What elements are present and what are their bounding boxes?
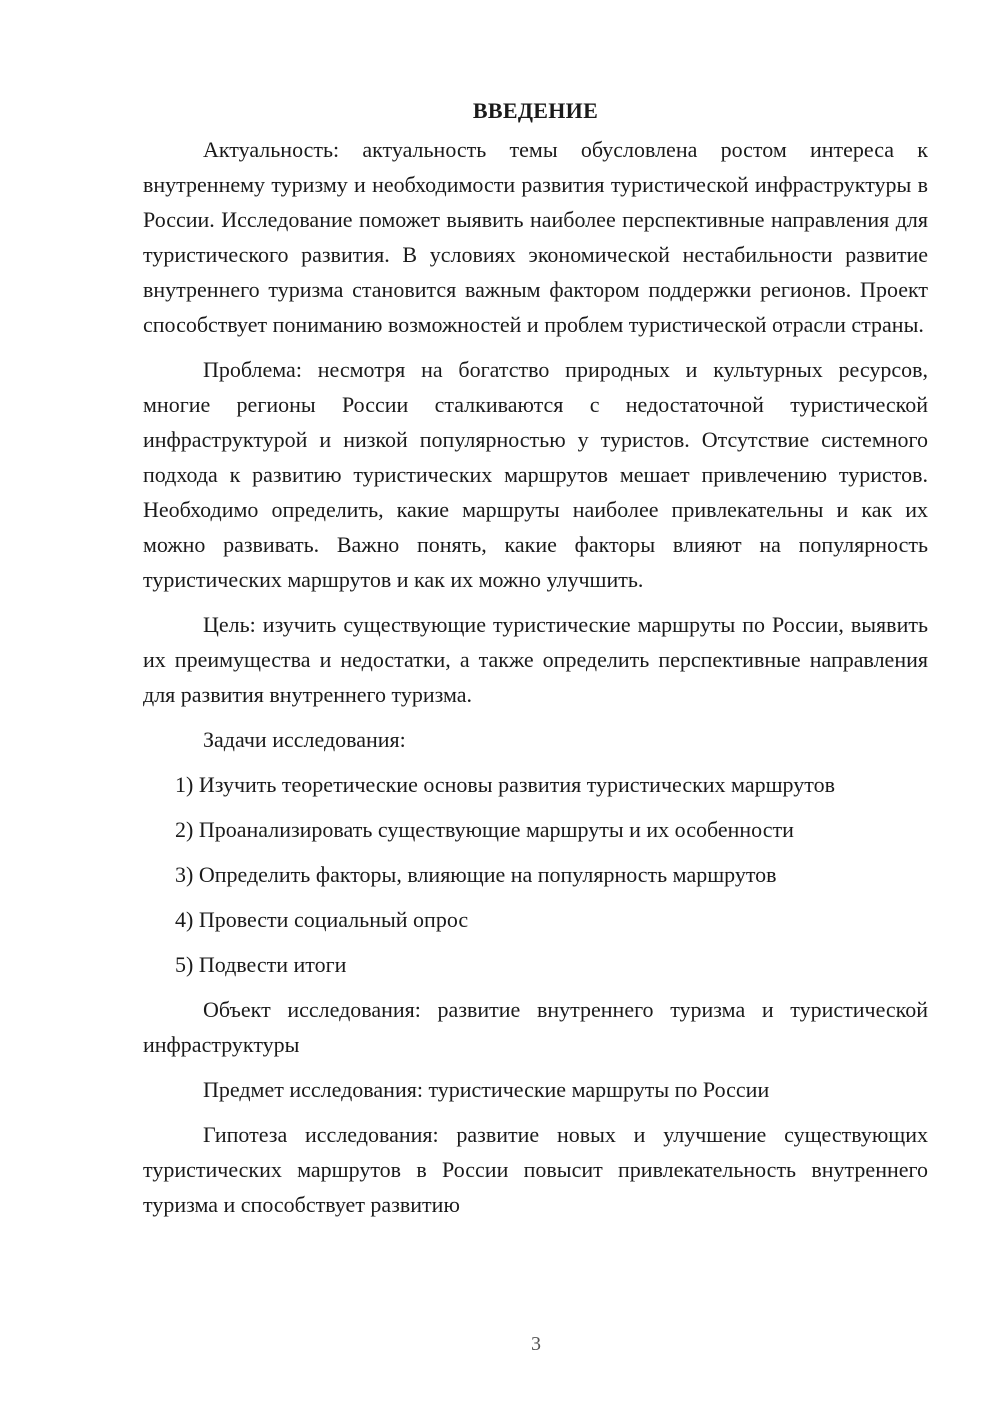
subject-paragraph: Предмет исследования: туристические маршруты по России <box>203 1077 770 1102</box>
task-item: 3) Определить факторы, влияющие на популярность маршрутов <box>175 862 777 887</box>
relevance-paragraph: Актуальность: актуальность темы обусловлена ростом интереса к внутреннему туризму и необходимости развития туристической инфраструктуры в России. Исследование поможет выявить наиболее перспективные направления для туристического развития. В условиях экономической нестабильности развитие внутреннего туризма становится важным фактором поддержки регионов. Проект способствует пониманию возможностей и проблем туристической отрасли страны. <box>143 137 928 337</box>
tasks-list <box>143 767 928 982</box>
task-item: 4) Провести социальный опрос <box>175 907 469 932</box>
task-item: 2) Проанализировать существующие маршруты и их особенности <box>175 817 794 842</box>
goal-paragraph: Цель: изучить существующие туристические маршруты по России, выявить их преимущества и недостатки, а также определить перспективные направления для развития внутреннего туризма. <box>143 612 928 707</box>
task-item: 5) Подвести итоги <box>175 952 347 977</box>
problem-paragraph: Проблема: несмотря на богатство природных и культурных ресурсов, многие регионы России сталкиваются с недостаточной туристической инфраструктурой и низкой популярностью у туристов. Отсутствие системного подхода к развитию туристических маршрутов мешает привлечению туристов. Необходимо определить, какие маршруты наиболее привлекательны и как их можно развивать. Важно понять, какие факторы влияют на популярность туристических маршрутов и как их можно улучшить. <box>143 357 928 592</box>
hypothesis-paragraph: Гипотеза исследования: развитие новых и улучшение существующих туристических маршрутов в России повысит привлекательность внутреннего туризма и способствует развитию <box>143 1122 928 1217</box>
page-number: 3 <box>531 1333 541 1355</box>
tasks-label: Задачи исследования: <box>203 727 406 752</box>
document-page <box>143 96 928 1232</box>
task-item: 1) Изучить теоретические основы развития туристических маршрутов <box>175 772 835 797</box>
page-title: ВВЕДЕНИЕ <box>472 98 599 123</box>
object-paragraph: Объект исследования: развитие внутреннего туризма и туристической инфраструктуры <box>143 997 928 1057</box>
